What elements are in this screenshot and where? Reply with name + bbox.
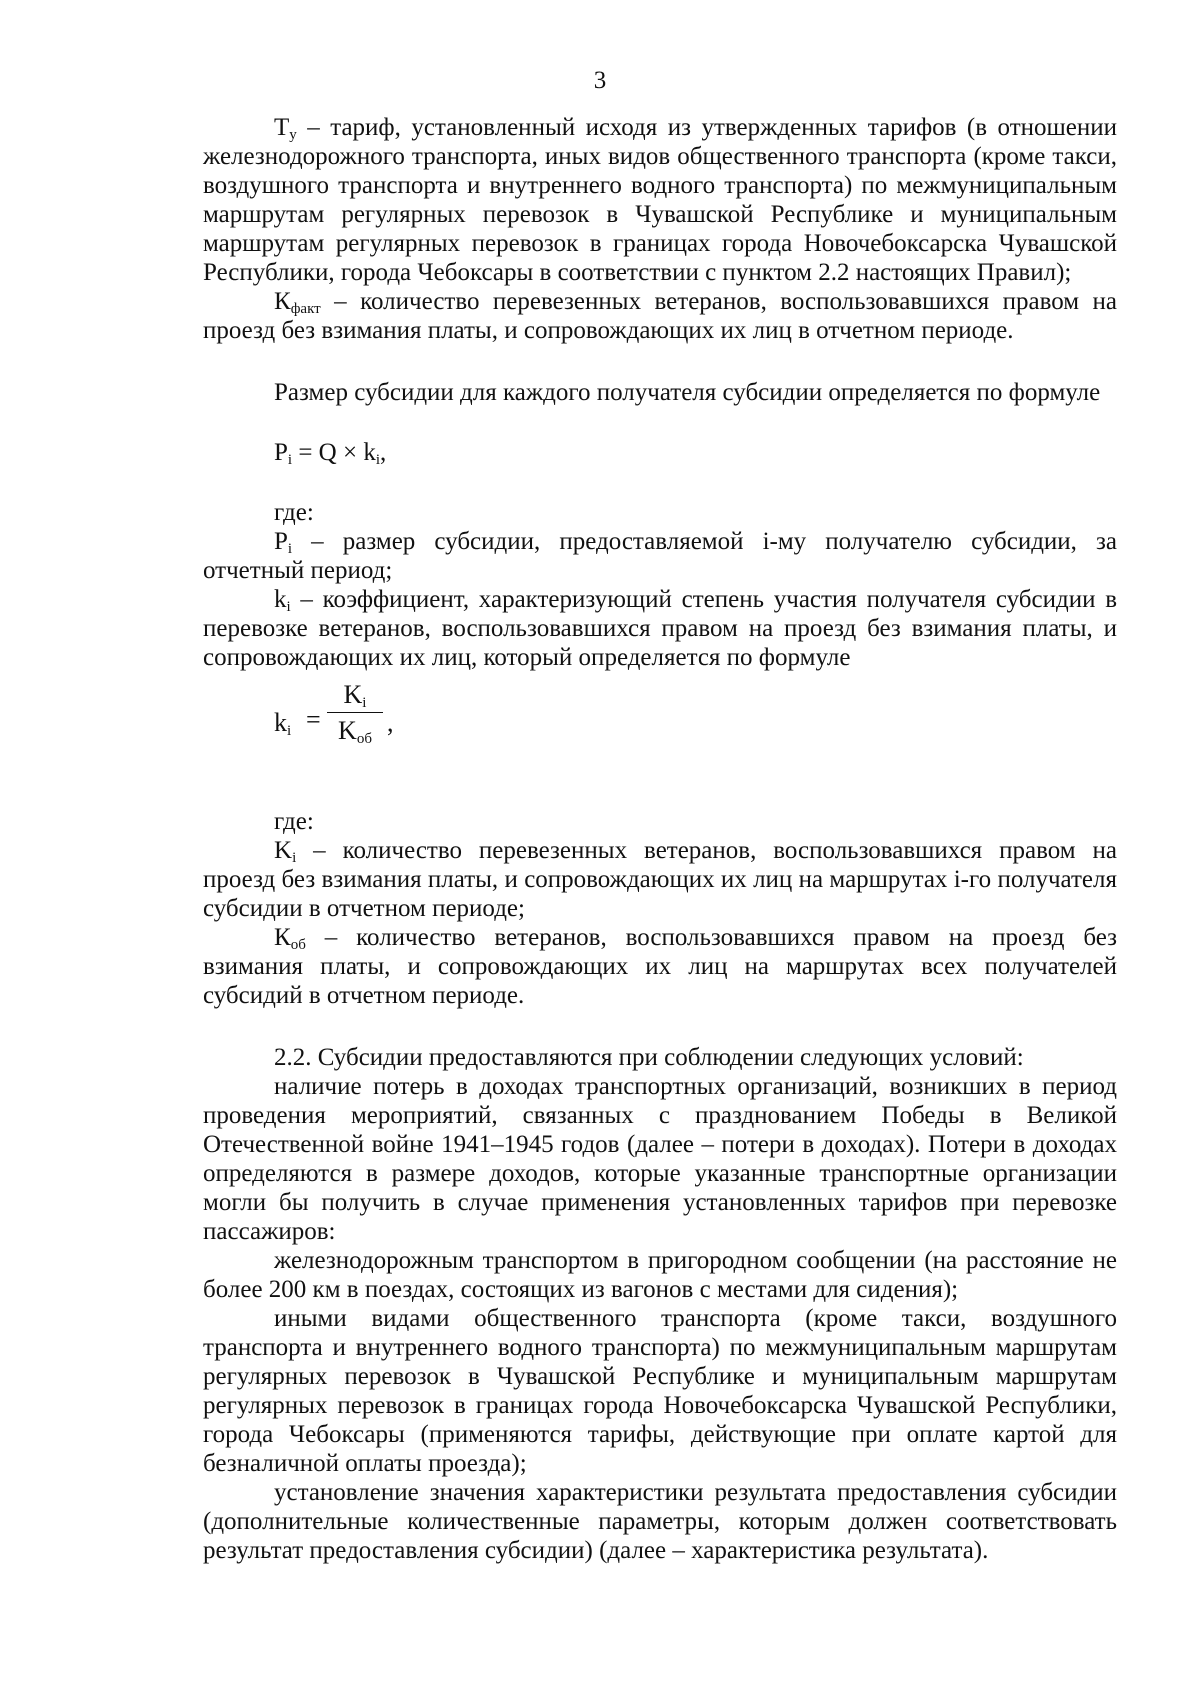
formula-tail: , (380, 439, 387, 466)
formula-coefficient (203, 678, 1117, 780)
formula2-lhs (274, 708, 291, 737)
paragraph-income-losses: наличие потерь в доходах транспортных организаций, возникших в период проведения мероприятий, связанных с празднованием Победы в Великой Отечественной войне 1941–1945 годов (далее – потери в доходах). Потери в доходах определяются в размере доходов, которые указанные транспортные организации могли бы получить в случае применения установленных тарифов при перевозке пассажиров: (203, 1073, 1117, 1245)
page-number: 3 (593, 67, 607, 94)
paragraph-kfact-definition (203, 287, 1117, 345)
formula-subsidy (203, 437, 1117, 468)
symbol-tariff: Т (274, 114, 290, 141)
pi-definition-text: – размер субсидии, предоставляемой i-му получателю субсидии, за отчетный период; (203, 528, 1117, 584)
Kob-definition-text: – количество ветеранов, воспользовавшихся правом на проезд без взимания платы, и сопровождающих их лиц на маршрутах всех получателей субсидий в отчетном периоде. (203, 924, 1117, 1009)
symbol-Ki: K (274, 837, 293, 864)
kfact-definition-text: – количество перевезенных ветеранов, воспользовавшихся правом на проезд без взимания платы, и сопровождающих их лиц в отчетном периоде. (203, 288, 1117, 344)
formula-rhs-subscript: i (375, 452, 381, 468)
fraction-numerator (325, 678, 385, 712)
fraction (325, 678, 385, 749)
fraction-denominator (325, 713, 385, 749)
paragraph-tariff-definition (203, 113, 1117, 287)
numerator-symbol: K (343, 680, 363, 709)
denominator-symbol: K (338, 716, 357, 745)
symbol-Kob-subscript: об (290, 937, 306, 953)
symbol-Ki-subscript: i (292, 850, 297, 866)
formula2-equals: = (306, 705, 321, 734)
formula-lhs: P (274, 439, 288, 466)
denominator-subscript: об (356, 731, 372, 747)
paragraph-ki-definition (203, 585, 1117, 672)
symbol-kfact-subscript: факт (290, 301, 321, 317)
symbol-ki-subscript: i (286, 599, 291, 615)
paragraph-result-characteristic: установление значения характеристики результата предоставления субсидии (дополнительные количественные параметры, которым должен соответствовать результат предоставления субсидии) (далее – характеристика результата). (203, 1479, 1117, 1564)
formula-rhs: = Q × k (292, 439, 376, 466)
numerator-subscript: i (362, 695, 367, 711)
where-label-1: где: (274, 499, 314, 526)
Ki-definition-text: – количество перевезенных ветеранов, воспользовавшихся правом на проезд без взимания платы, и сопровождающих их лиц на маршрутах i-го получателя субсидии в отчетном периоде; (203, 837, 1117, 922)
symbol-Kob: К (274, 924, 291, 951)
formula2-lhs-symbol: k (274, 708, 287, 737)
formula2-lhs-subscript: i (287, 723, 292, 739)
paragraph-Kob-definition (203, 923, 1117, 1010)
ki-definition-text: – коэффициент, характеризующий степень участия получателя субсидии в перевозке ветеранов, воспользовавшихся правом на проезд без взимания платы, и сопровождающих их лиц, который определяется по формуле (203, 586, 1117, 671)
paragraph-pi-definition (203, 527, 1117, 585)
tariff-definition-text: – тариф, установленный исходя из утвержденных тарифов (в отношении железнодорожного транспорта, иных видов общественного транспорта (кроме такси, воздушного транспорта и внутреннего водного транспорта) по межмуниципальным маршрутам регулярных перевозок в Чувашской Республике и муниципальным маршрутам регулярных перевозок в границах города Новочебоксарска Чувашской Республики, города Чебоксары в соответствии с пунктом 2.2 настоящих Правил); (203, 114, 1117, 286)
paragraph-Ki-definition (203, 836, 1117, 923)
paragraph-rail-transport: железнодорожным транспортом в пригородном сообщении (на расстояние не более 200 км в поездах, состоящих из вагонов с местами для сидения); (203, 1247, 1117, 1303)
paragraph-section-2-2: 2.2. Субсидии предоставляются при соблюдении следующих условий: (274, 1044, 1024, 1071)
formula2-tail: , (387, 708, 394, 737)
formula-lhs-subscript: i (287, 452, 293, 468)
symbol-tariff-subscript: у (289, 127, 297, 143)
document-body (203, 113, 1117, 1565)
paragraph-subsidy-size: Размер субсидии для каждого получателя субсидии определяется по формуле (274, 379, 1101, 406)
where-label-2: где: (274, 808, 314, 835)
symbol-pi: P (274, 528, 288, 555)
symbol-ki: k (274, 586, 287, 613)
paragraph-other-transport: иными видами общественного транспорта (кроме такси, воздушного транспорта и внутреннего водного транспорта) по межмуниципальным маршрутам регулярных перевозок в Чувашской Республике и муниципальным маршрутам регулярных перевозок в границах города Новочебоксарска Чувашской Республики, города Чебоксары (применяются тарифы, действующие при оплате картой для безналичной оплаты проезда); (203, 1305, 1117, 1477)
symbol-pi-subscript: i (287, 541, 293, 557)
symbol-kfact: К (274, 288, 291, 315)
